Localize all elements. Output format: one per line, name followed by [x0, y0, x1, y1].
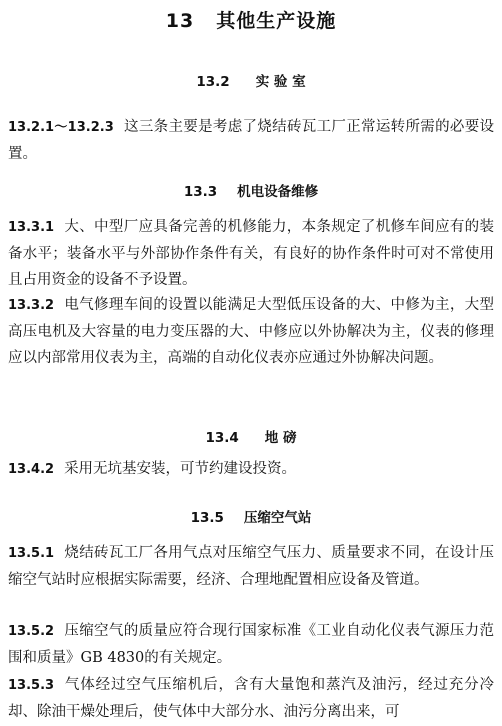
section-number: 13.4 — [205, 430, 239, 446]
clause-number: 13.3.2 — [8, 298, 55, 313]
section-title: 地 磅 — [264, 430, 297, 446]
clause-13-5-1 — [8, 540, 494, 593]
section-number: 13.5 — [190, 510, 224, 526]
section-heading-13-3 — [0, 180, 502, 200]
clause-text: 压缩空气的质量应符合现行国家标准《工业自动化仪表气源压力范围和质量》GB 4830的有关规定。 — [8, 623, 494, 666]
clause-13-3-2 — [8, 292, 494, 371]
clause-number: 13.3.1 — [8, 220, 55, 235]
section-title: 机电设备维修 — [237, 184, 319, 200]
clause-number: 13.5.3 — [8, 678, 55, 693]
clause-13-5-2 — [8, 618, 494, 671]
section-title: 压缩空气站 — [243, 510, 312, 526]
clause-text: 这三条主要是考虑了烧结砖瓦工厂正常运转所需的必要设置。 — [8, 119, 495, 162]
clause-text: 气体经过空气压缩机后，含有大量饱和蒸汽及油污，经过充分冷却、除油干燥处理后，使气体中大部分水、油污分离出来，可 — [8, 677, 494, 720]
clause-13-2-1-to-3 — [8, 114, 494, 167]
section-title: 实 验 室 — [255, 74, 306, 90]
clause-text: 烧结砖瓦工厂各用气点对压缩空气压力、质量要求不同，在设计压缩空气站时应根据实际需要，经济、合理地配置相应设备及管道。 — [8, 545, 494, 588]
section-number: 13.3 — [183, 184, 218, 200]
chapter-title — [0, 6, 502, 33]
clause-text: 大、中型厂应具备完善的机修能力，本条规定了机修车间应有的装备水平；装备水平与外部协作条件有关，有良好的协作条件时可对不常使用且占用资金的设备不予设置。 — [8, 219, 494, 288]
clause-number: 13.5.2 — [8, 624, 55, 639]
section-heading-13-4 — [0, 426, 502, 446]
section-number: 13.2 — [196, 74, 230, 90]
chapter-number: 13 — [165, 10, 195, 32]
clause-13-3-1 — [8, 214, 494, 293]
clause-13-4-2 — [8, 456, 494, 483]
clause-number: 13.2.1～13.2.3 — [8, 120, 114, 135]
clause-13-5-3 — [8, 672, 494, 724]
clause-number: 13.5.1 — [8, 546, 55, 561]
clause-text: 电气修理车间的设置以能满足大型低压设备的大、中修为主，大型高压电机及大容量的电力变压器的大、中修应以外协解决为主，仪表的修理应以内部常用仪表为主，高端的自动化仪表亦应通过外协解决问题。 — [8, 297, 494, 366]
section-heading-13-2 — [0, 70, 502, 90]
section-heading-13-5 — [0, 506, 502, 526]
chapter-title-text: 其他生产设施 — [216, 10, 337, 32]
clause-text: 采用无坑基安装，可节约建设投资。 — [64, 461, 297, 477]
clause-number: 13.4.2 — [8, 462, 55, 477]
